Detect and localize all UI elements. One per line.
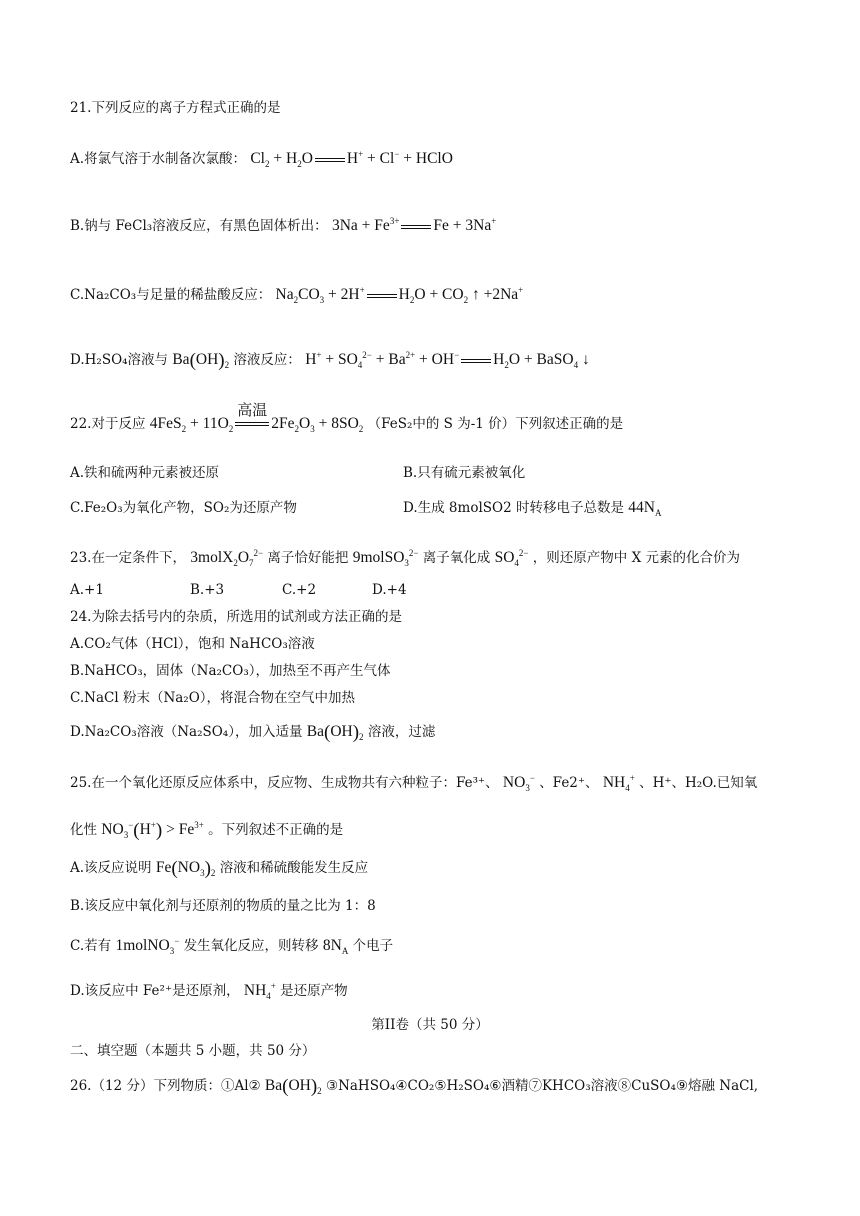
q22-stem-prefix: 22.对于反应 [70, 416, 146, 432]
q25-line2-b: 。下列叙述不正确的是 [208, 822, 344, 839]
q25-stem-line1 [70, 768, 757, 798]
q25-c-amount: 1molNO$_3$− [115, 936, 180, 957]
q21-option-d-text2: 溶液反应： [233, 352, 301, 369]
q21-option-b-text: B.钠与 FeCl₃溶液反应，有黑色固体析出： [70, 218, 328, 235]
q25-option-d-text2: 是还原产物 [280, 983, 348, 1000]
q21-option-d [70, 345, 590, 375]
q24-stem: 24.为除去括号内的杂质，所选用的试剂或方法正确的是 [70, 609, 402, 625]
q26-suffix: ③NaHSO₄④CO₂⑤H₂SO₄⑥酒精⑦KHCO₃溶液⑧CuSO₄⑨熔融 NaCl, [325, 1078, 759, 1094]
q21-stem: 21.下列反应的离子方程式正确的是 [70, 100, 281, 116]
q23-stem [70, 543, 740, 573]
q25-oxidizing-compare: $NO_3^-(H^+) > Fe^{3+}$ [101, 820, 204, 842]
q21-a-equation: $Cl_2 + H_2O$ H+ + Cl− + HClO [250, 149, 453, 170]
q21-option-b [70, 211, 496, 236]
q22-stem [70, 401, 624, 439]
q24-d-formula: $Ba(OH)_2$ [306, 722, 364, 743]
q25-line1-c: 、H⁺、H₂O.已知氧 [639, 775, 758, 792]
q24-option-b: B.NaHCO₃，固体（Na₂CO₃），加热至不再产生气体 [70, 663, 391, 679]
q23-ion-so3: 9molSO$_3^{2-}$ [352, 548, 419, 569]
q26-prefix: 26.（12 分）下列物质：①Al② [70, 1078, 261, 1094]
q24-option-a: A.CO₂气体（HCl），饱和 NaHCO₃溶液 [70, 636, 315, 652]
q23-mid2: 离子氧化成 [422, 550, 491, 567]
section-heading: 二、填空题（本题共 5 小题，共 50 分） [70, 1043, 316, 1059]
q25-option-d [70, 976, 348, 1006]
q25-no3-ion: $NO_3^-$ [502, 773, 535, 794]
q23-ion-so4: $SO_4^{2-}$ [494, 548, 529, 569]
q25-nh4-ion: $NH_4^+$ [602, 773, 635, 794]
q22-option-d-text: D.生成 8molSO2 时转移电子总数是 [403, 500, 624, 516]
q26-stem [70, 1076, 758, 1101]
q21-d-equation: $H^+ + SO_4^{2-} + Ba^{2+} + OH^-$ $H_2O$ + BaSO$_4$ ↓ [305, 350, 590, 371]
q22-option-c: C.Fe₂O₃为氧化产物，SO₂为还原产物 [70, 500, 297, 516]
q22-stem-suffix: （FeS₂中的 S 为-1 价）下列叙述正确的是 [367, 416, 624, 432]
q21-c-equation: $Na_2CO_3 + 2H^+$ $H_2O + CO_2$ ↑ +2Na+ [275, 285, 524, 306]
q25-option-a [70, 858, 368, 883]
q23-mid1: 离子恰好能把 [267, 550, 349, 567]
q22-d-value: $44N_A$ [628, 499, 662, 519]
q23-option-a: A.+1 [70, 582, 104, 598]
q21-option-a-text: A.将氯气溶于水制备次氯酸： [70, 151, 247, 168]
q25-a-formula: $Fe(NO_3)_2$ [155, 858, 216, 879]
q21-b-equation: $3Na + Fe^{3+}$ Fe + 3Na+ [331, 216, 497, 235]
q25-line1-b: 、Fe2⁺、 [539, 775, 599, 792]
q21-d-formula: $Ba(OH)_2$ [172, 350, 230, 372]
q24-option-c: C.NaCl 粉末（Na₂O），将混合物在空气中加热 [70, 690, 356, 706]
q21-option-c-text: C.Na₂CO₃与足量的稀盐酸反应： [70, 287, 272, 304]
q23-suffix: ，则还原产物中 X 元素的化合价为 [532, 550, 740, 567]
q21-option-a [70, 144, 453, 174]
q24-option-d-text1: D.Na₂CO₃溶液（Na₂SO₄），加入适量 [70, 724, 303, 740]
q25-option-a-text2: 溶液和稀硫酸能发生反应 [219, 860, 369, 876]
q21-option-d-text1: D.H₂SO₄溶液与 [70, 352, 169, 369]
q25-option-c-text2: 发生氧化反应，则转移 [183, 938, 319, 955]
q22-option-d [403, 498, 661, 523]
q25-option-c-text3: 个电子 [352, 938, 394, 955]
q21-option-c [70, 280, 523, 310]
q22-condition: 高温 [237, 401, 268, 420]
q25-line2-a: 化性 [70, 822, 97, 839]
section-title: 第II卷（共 50 分） [371, 1017, 489, 1033]
q25-option-a-text1: A.该反应说明 [70, 860, 152, 876]
q24-option-d [70, 722, 435, 747]
q25-stem-line2 [70, 815, 343, 845]
q23-prefix: 23.在一定条件下， [70, 550, 186, 567]
q25-option-c-text1: C.若有 [70, 938, 112, 955]
q25-c-electrons: $8N_A$ [322, 937, 349, 957]
q25-option-c [70, 931, 393, 961]
q26-formula: $Ba(OH)_2$ [264, 1076, 322, 1097]
q25-d-nh4: $NH_4^+$ [243, 981, 276, 1002]
q23-option-c: C.+2 [282, 582, 317, 598]
q25-line1-a: 25.在一个氧化还原反应体系中，反应物、生成物共有六种粒子：Fe³⁺、 [70, 775, 499, 792]
q25-option-d-text1: D.该反应中 Fe²⁺是还原剂， [70, 983, 240, 1000]
q25-option-b: B.该反应中氧化剂与还原剂的物质的量之比为 1：8 [70, 898, 376, 914]
q23-option-d: D.+4 [372, 582, 407, 598]
q24-option-d-text2: 溶液，过滤 [367, 724, 436, 740]
q23-option-b: B.+3 [190, 582, 225, 598]
q22-option-a: A.铁和硫两种元素被还原 [70, 465, 220, 481]
q22-option-b: B.只有硫元素被氧化 [403, 465, 526, 481]
q23-ion-x: $3molX_2O_7^{2-}$ [190, 548, 264, 569]
q22-equation: $4FeS_2 + 11O_2$ 高温 $2Fe_2O_3 + 8SO_2$ [149, 401, 364, 435]
